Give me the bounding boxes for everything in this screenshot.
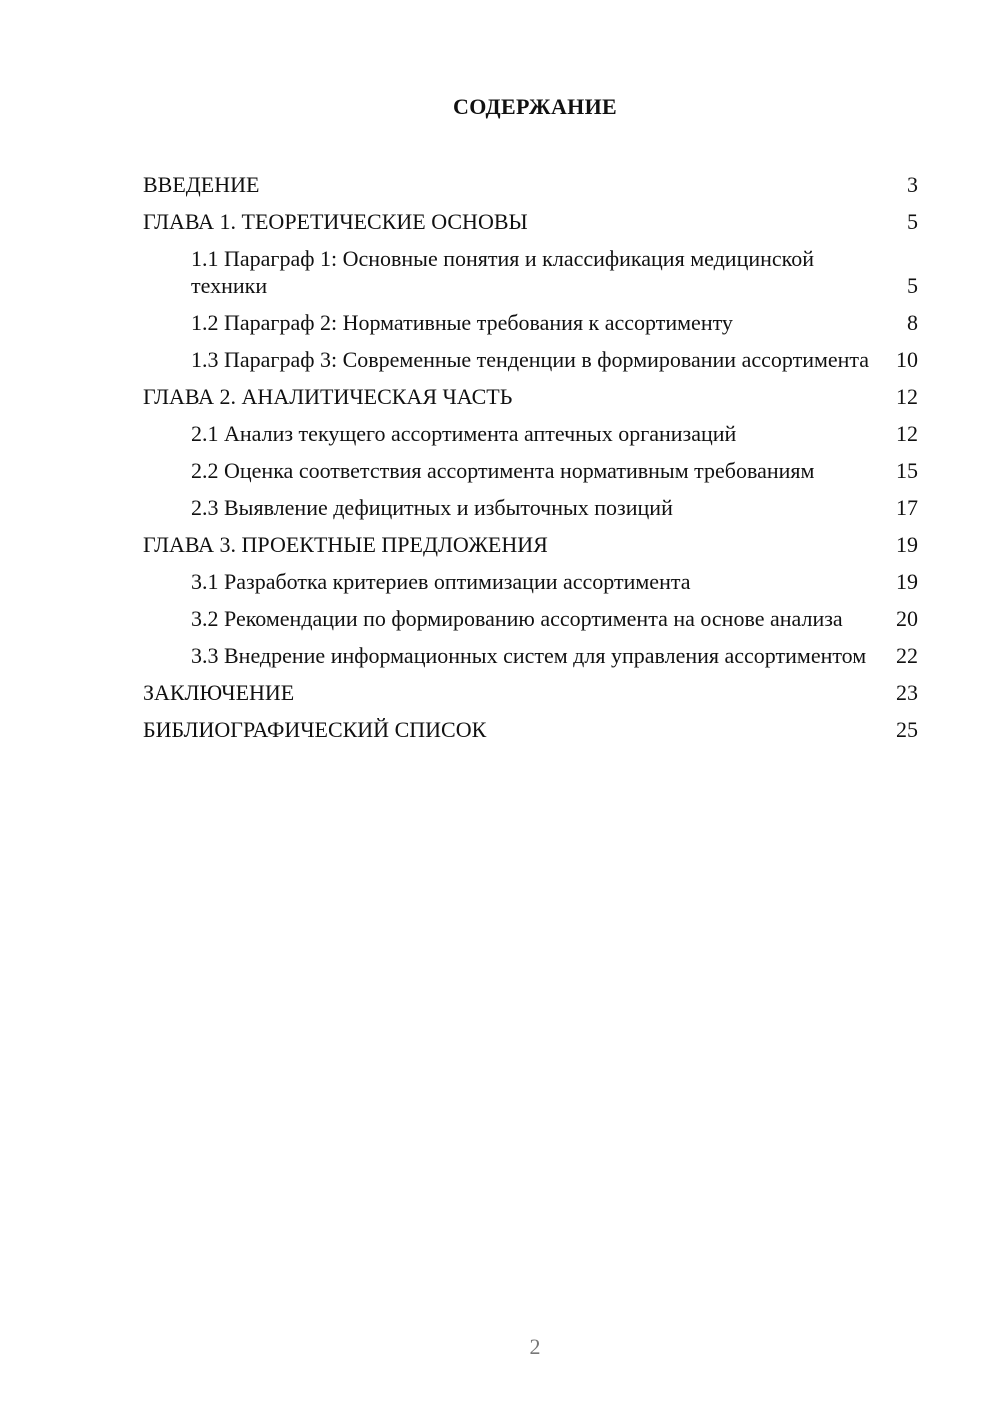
toc-entry-title: ГЛАВА 3. ПРОЕКТНЫЕ ПРЕДЛОЖЕНИЯ (143, 532, 548, 557)
toc-entry-title: ЗАКЛЮЧЕНИЕ (143, 680, 295, 705)
toc-entry-title: 2.2 Оценка соответствия ассортимента нормативным требованиям (191, 458, 815, 483)
toc-entry-page: 12 (896, 421, 918, 446)
toc-subentry (143, 417, 918, 454)
toc-entry-page: 22 (896, 643, 918, 668)
toc-entry-title: 1.2 Параграф 2: Нормативные требования к ассортименту (191, 310, 733, 335)
page-number: 2 (529, 1334, 541, 1359)
toc-entry-page: 19 (896, 569, 918, 594)
toc-entry-title: ГЛАВА 2. АНАЛИТИЧЕСКАЯ ЧАСТЬ (143, 384, 513, 409)
toc-entry-title: ГЛАВА 1. ТЕОРЕТИЧЕСКИЕ ОСНОВЫ (143, 209, 528, 234)
toc-entry-title: 2.3 Выявление дефицитных и избыточных позиций (191, 495, 673, 520)
toc-entry-page: 10 (896, 347, 918, 372)
toc-entry-page: 15 (896, 458, 918, 483)
toc-entry (143, 676, 918, 713)
toc-entry (143, 168, 918, 205)
toc-subentry (143, 454, 918, 491)
toc-entry-page: 8 (907, 310, 918, 335)
toc-subentry (143, 565, 918, 602)
toc-entry-page: 5 (907, 209, 918, 234)
toc-entry-title: 1.1 Параграф 1: Основные понятия и классификация медицинской техники (191, 246, 814, 298)
toc-entry-title: 2.1 Анализ текущего ассортимента аптечных организаций (191, 421, 737, 446)
toc-entry (143, 528, 918, 565)
toc-entry (143, 205, 918, 242)
toc-entry-page: 23 (896, 680, 918, 705)
toc-subentry (143, 242, 918, 306)
toc-subentry (143, 602, 918, 639)
toc-entry (143, 713, 918, 750)
table-of-contents (143, 168, 918, 750)
toc-entry-title: ВВЕДЕНИЕ (143, 172, 260, 197)
page-title: СОДЕРЖАНИЕ (453, 94, 617, 119)
toc-subentry (143, 639, 918, 676)
toc-subentry (143, 491, 918, 528)
toc-subentry (143, 343, 918, 380)
toc-entry-title: БИБЛИОГРАФИЧЕСКИЙ СПИСОК (143, 717, 487, 742)
toc-entry-title: 3.3 Внедрение информационных систем для управления ассортиментом (191, 643, 867, 668)
toc-entry (143, 380, 918, 417)
toc-entry-page: 20 (896, 606, 918, 631)
toc-entry-title: 1.3 Параграф 3: Современные тенденции в формировании ассортимента (191, 347, 870, 372)
toc-entry-page: 12 (896, 384, 918, 409)
toc-entry-title: 3.2 Рекомендации по формированию ассортимента на основе анализа (191, 606, 843, 631)
toc-subentry (143, 306, 918, 343)
toc-entry-page: 19 (896, 532, 918, 557)
toc-entry-page: 3 (907, 172, 918, 197)
toc-entry-title: 3.1 Разработка критериев оптимизации ассортимента (191, 569, 691, 594)
toc-entry-page: 17 (896, 495, 918, 520)
toc-entry-page: 25 (896, 717, 918, 742)
toc-entry-page: 5 (907, 273, 918, 298)
